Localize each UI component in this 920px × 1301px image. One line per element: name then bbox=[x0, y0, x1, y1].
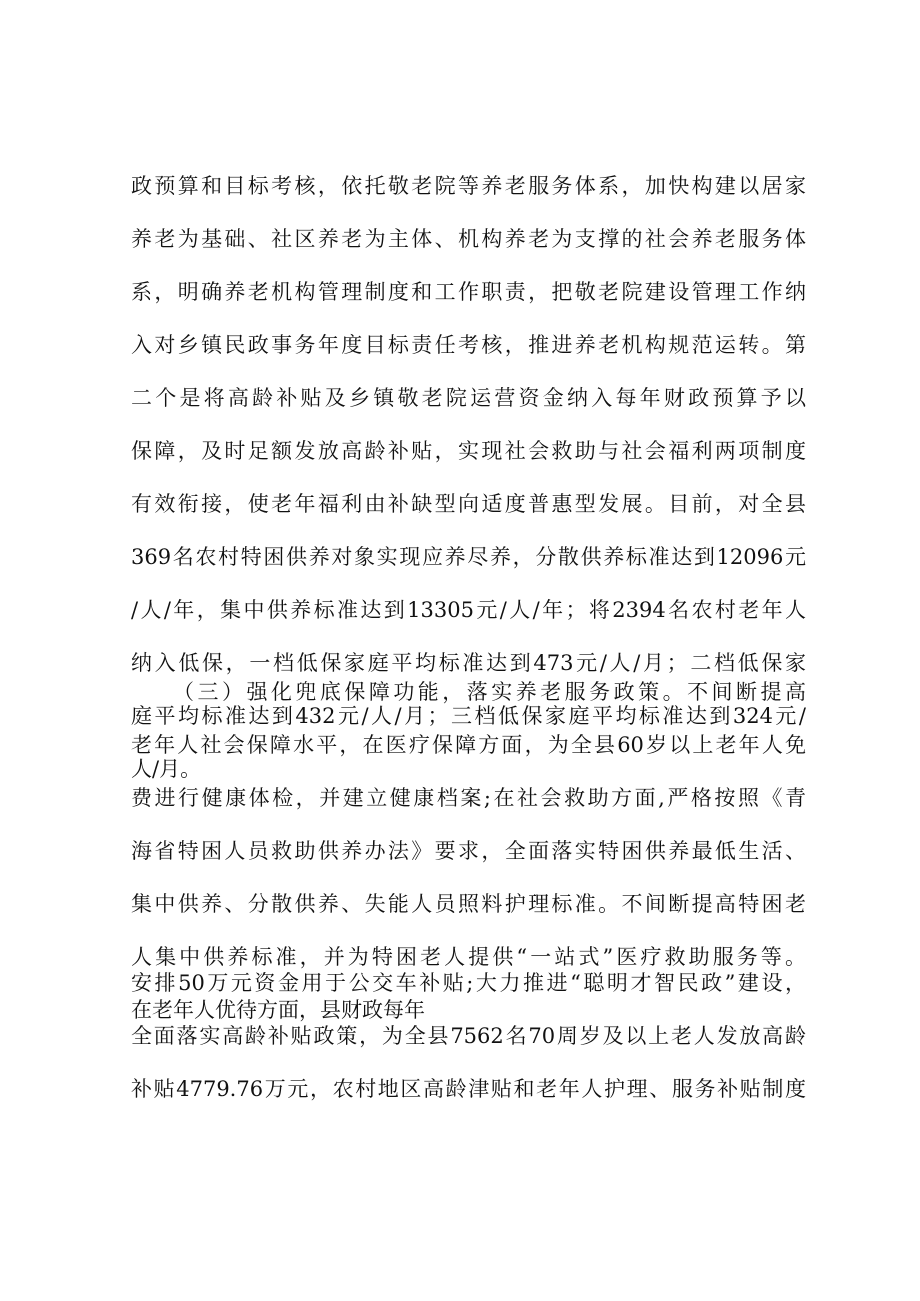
section-heading-line: （三）强化兜底保障功能，落实养老服务政策。不间断提高 bbox=[173, 680, 806, 704]
text-line: 庭平均标准达到432元/人/月；三档低保家庭平均标准达到324元/ bbox=[131, 704, 806, 728]
text-line: 369名农村特困供养对象实现应养尽养，分散供养标准达到12096元 bbox=[131, 545, 806, 569]
text-line: 入对乡镇民政事务年度目标责任考核，推进养老机构规范运转。第 bbox=[131, 333, 806, 357]
paragraph-subsidies bbox=[131, 957, 806, 1116]
text-line: 养老为基础、社区养老为主体、机构养老为支撑的社会养老服务体 bbox=[131, 227, 806, 251]
text-line: 安排50万元资金用于公交车补贴;大力推进“聪明才智民政”建设， bbox=[131, 971, 806, 995]
text-line: 补贴4779.76万元，农村地区高龄津贴和老年人护理、服务补贴制度 bbox=[131, 1077, 806, 1101]
text-line: 费进行健康体检，并建立健康档案;在社会救助方面,严格按照《青 bbox=[131, 786, 806, 810]
text-line: 政预算和目标考核，依托敬老院等养老服务体系，加快构建以居家 bbox=[131, 174, 806, 198]
text-line: 老年人社会保障水平，在医疗保障方面，为全县60岁以上老年人免 bbox=[131, 733, 806, 757]
text-line: 二个是将高龄补贴及乡镇敬老院运营资金纳入每年财政预算予以 bbox=[131, 386, 806, 410]
text-line: 纳入低保，一档低保家庭平均标准达到473元/人/月；二档低保家 bbox=[131, 651, 806, 675]
text-line: 保障，及时足额发放高龄补贴，实现社会救助与社会福利两项制度 bbox=[131, 439, 806, 463]
text-line: 全面落实高龄补贴政策，为全县7562名70周岁及以上老人发放高龄 bbox=[131, 1024, 806, 1048]
text-line: 系，明确养老机构管理制度和工作职责，把敬老院建设管理工作纳 bbox=[131, 280, 806, 304]
text-line: 有效衔接，使老年福利由补缺型向适度普惠型发展。目前，对全县 bbox=[131, 492, 806, 516]
text-line: 海省特困人员救助供养办法》要求，全面落实特困供养最低生活、 bbox=[131, 839, 806, 863]
text-line: 人集中供养标准，并为特困老人提供“一站式”医疗救助服务等。 bbox=[131, 945, 806, 969]
text-line: 人/月。 bbox=[131, 757, 202, 781]
text-line: 集中供养、分散供养、失能人员照料护理标准。不间断提高特困老 bbox=[131, 892, 806, 916]
text-line: 在老年人优待方面，县财政每年 bbox=[131, 998, 425, 1022]
text-line: /人/年，集中供养标准达到13305元/人/年；将2394名农村老年人 bbox=[131, 598, 806, 622]
